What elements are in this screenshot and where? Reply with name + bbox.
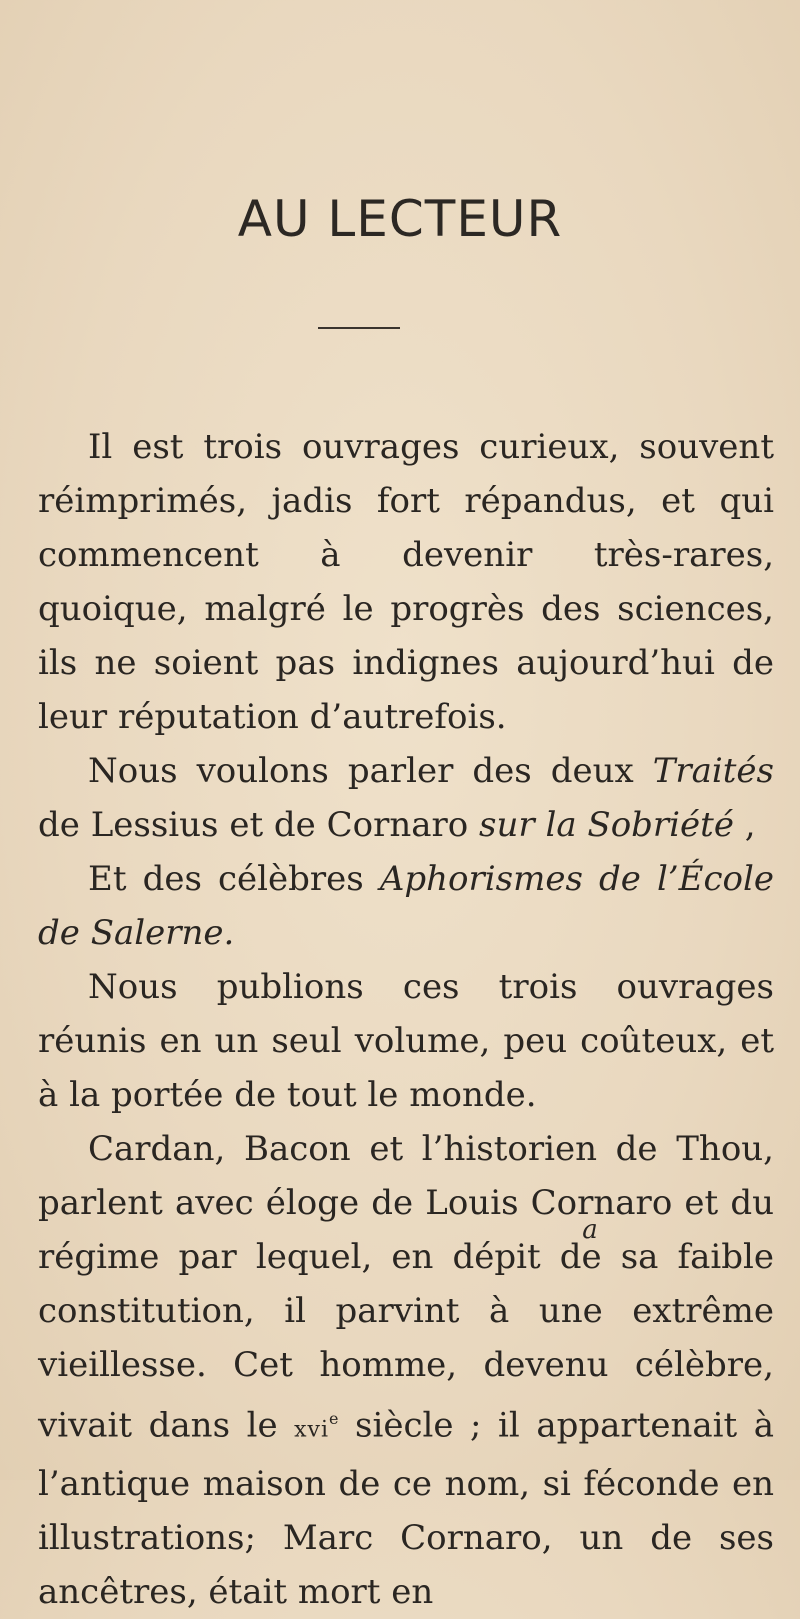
paragraph-5-text-a: Cardan, Bacon et l’historien de Thou, parlent avec éloge de Louis Cornaro et du régime par lequel, en dépit de sa faible constitution, il parvint à une extrême vieillesse. Cet homme, devenu célèbre, vivait dans le [38,1129,774,1446]
paragraph-3-italic-aphorismes: Aphorismes de l’École de Salerne. [38,859,774,953]
paragraph-5 [38,1122,774,1619]
paragraph-2-text-c: de Lessius et de Cornaro [38,805,480,845]
paragraph-4 [38,960,774,1122]
century-numeral: xvi [294,1417,329,1443]
paragraph-2-text-e: , [733,805,756,845]
paragraph-2-italic-traites: Traités [652,751,774,791]
paragraph-3 [38,852,774,960]
paragraph-2 [38,744,774,852]
paragraph-1-text: Il est trois ouvrages curieux, souvent réimprimés, jadis fort répandus, et qui commencent à devenir très-rares, quoique, malgré le progrès des sciences, ils ne soient pas indignes aujourd’hui de leur réputation d’autrefois. [38,427,774,737]
paragraph-2-italic-sobriete: sur la Sobriété [479,805,734,845]
century-superscript: e [329,1409,339,1428]
paragraph-1 [38,420,774,744]
page-heading: AU LECTEUR [237,190,563,248]
paragraph-2-text-a: Nous voulons parler des deux [88,751,653,791]
heading-rule [318,327,400,329]
body-text [38,420,774,1619]
signature-mark: a [582,1215,598,1245]
paragraph-3-text-a: Et des célèbres [88,859,380,899]
paragraph-5-text-b: siècle ; il appartenait à l’antique maison de ce nom, si féconde en illustrations; Marc Cornaro, un de ses ancêtres, était mort en [38,1405,774,1613]
paragraph-4-text: Nous publions ces trois ouvrages réunis en un seul volume, peu coûteux, et à la portée de tout le monde. [38,967,774,1115]
